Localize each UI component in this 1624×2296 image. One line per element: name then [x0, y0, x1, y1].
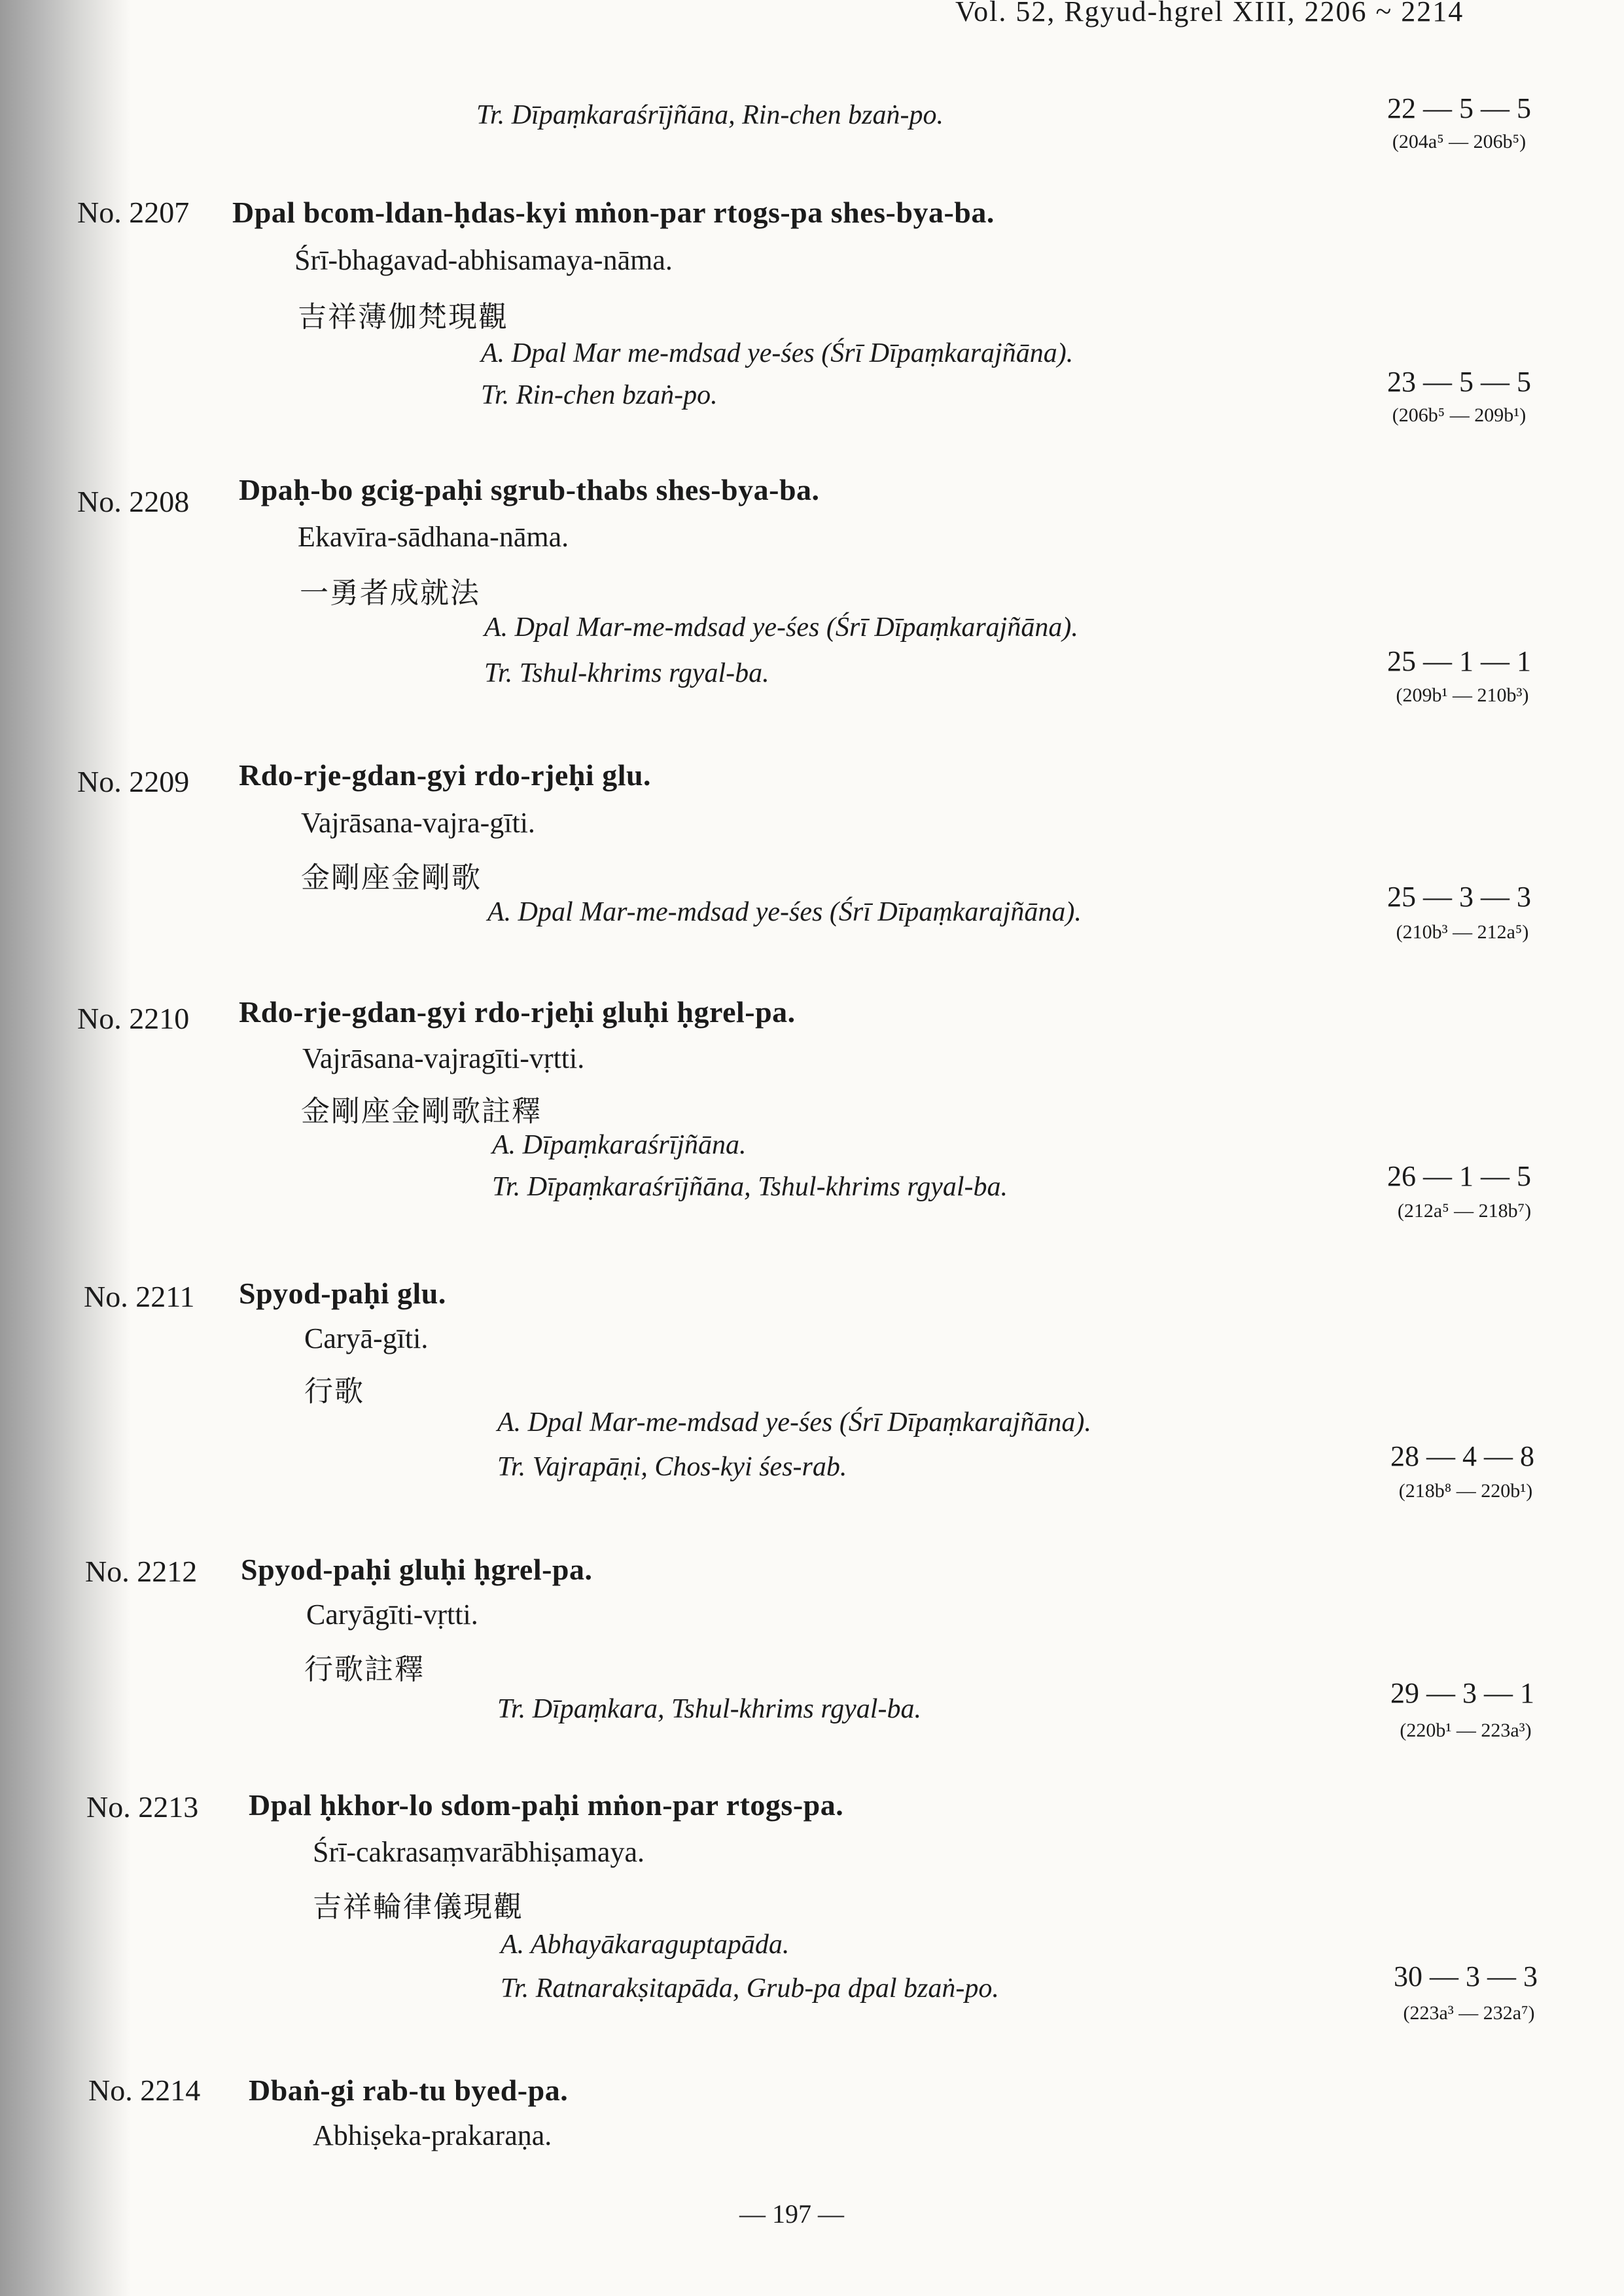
entry-author: A. Abhayākaraguptapāda. [501, 1930, 790, 1960]
entry-sanskrit: Śrī-cakrasaṃvarābhiṣamaya. [313, 1836, 644, 1868]
entry-sanskrit: Vajrāsana-vajra-gīti. [301, 807, 535, 839]
entry-translator: Tr. Vajrapāṇi, Chos-kyi śes-rab. [497, 1452, 847, 1482]
entry-title: Dpal bcom-ldan-ḥdas-kyi mṅon-par rtogs-pa shes-bya-ba. [232, 196, 995, 229]
entry-sanskrit: Caryā-gīti. [304, 1322, 429, 1354]
entry-number: No. 2211 [84, 1280, 195, 1313]
entry-sanskrit: Ekavīra-sādhana-nāma. [298, 521, 569, 553]
entry-title: Spyod-paḥi glu. [239, 1277, 446, 1310]
entry-folio: (212a⁵ — 218b⁷) [1397, 1200, 1532, 1222]
entry-ref: 26 — 1 — 5 [1387, 1160, 1531, 1192]
continuation-ref: 22 — 5 — 5 [1387, 92, 1531, 124]
entry-author: A. Dīpaṃkaraśrījñāna. [492, 1130, 747, 1160]
entry-sanskrit: Śrī-bhagavad-abhisamaya-nāma. [294, 244, 673, 276]
entry-number: No. 2213 [86, 1790, 199, 1824]
entry-ref: 28 — 4 — 8 [1390, 1440, 1534, 1472]
entry-folio: (223a³ — 232a⁷) [1403, 2002, 1535, 2024]
entry-translator: Tr. Dīpaṃkaraśrījñāna, Tshul-khrims rgyal-ba. [492, 1172, 1008, 1202]
entry-number: No. 2210 [77, 1002, 190, 1035]
entry-title: Dpaḥ-bo gcig-paḥi sgrub-thabs shes-bya-ba. [239, 473, 820, 506]
entry-sanskrit: Abhiṣeka-prakaraṇa. [313, 2119, 552, 2151]
entry-sanskrit: Vajrāsana-vajragīti-vṛtti. [302, 1042, 585, 1074]
entry-folio: (209b¹ — 210b³) [1396, 684, 1529, 706]
entry-folio: (206b⁵ — 209b¹) [1392, 404, 1527, 426]
entry-title: Dpal ḥkhor-lo sdom-paḥi mṅon-par rtogs-pa. [249, 1788, 844, 1822]
entry-number: No. 2214 [88, 2074, 201, 2107]
entry-ref: 29 — 3 — 1 [1390, 1677, 1534, 1709]
entry-folio: (210b³ — 212a⁵) [1396, 921, 1529, 943]
entry-translator: Tr. Tshul-khrims rgyal-ba. [484, 658, 769, 688]
entry-author: A. Dpal Mar-me-mdsad ye-śes (Śrī Dīpaṃkarajñāna). [487, 897, 1082, 927]
entry-chinese: 行歌 [304, 1375, 364, 1408]
entry-ref: 25 — 3 — 3 [1387, 881, 1531, 913]
entry-translator: Tr. Rin-chen bzaṅ-po. [481, 380, 718, 410]
entry-number: No. 2212 [85, 1555, 198, 1588]
entry-title: Spyod-paḥi gluḥi ḥgrel-pa. [241, 1553, 593, 1586]
entry-translator: Tr. Ratnarakṣitapāda, Grub-pa dpal bzaṅ-po. [501, 1973, 999, 2004]
entry-author: A. Dpal Mar-me-mdsad ye-śes (Śrī Dīpaṃkarajñāna). [484, 612, 1078, 643]
entry-title: Dbaṅ-gi rab-tu byed-pa. [249, 2074, 569, 2107]
entry-title: Rdo-rje-gdan-gyi rdo-rjeḥi glu. [239, 758, 652, 792]
entry-ref: 30 — 3 — 3 [1394, 1960, 1538, 1992]
entry-translator: Tr. Dīpaṃkara, Tshul-khrims rgyal-ba. [497, 1694, 921, 1724]
entry-ref: 25 — 1 — 1 [1387, 645, 1531, 677]
continuation-translator: Tr. Dīpaṃkaraśrījñāna, Rin-chen bzaṅ-po. [476, 100, 944, 130]
running-head: Vol. 52, Rgyud-hgrel XIII, 2206 ~ 2214 [955, 0, 1464, 27]
entry-chinese: 金剛座金剛歌註釋 [301, 1095, 542, 1128]
page-number: — 197 — [739, 2199, 844, 2229]
entry-ref: 23 — 5 — 5 [1387, 366, 1531, 398]
entry-author: A. Dpal Mar-me-mdsad ye-śes (Śrī Dīpaṃkarajñāna). [497, 1407, 1091, 1438]
entry-chinese: 行歌註釋 [304, 1653, 425, 1686]
entry-folio: (218b⁸ — 220b¹) [1398, 1480, 1533, 1502]
entry-number: No. 2207 [77, 196, 190, 229]
continuation-folio: (204a⁵ — 206b⁵) [1392, 131, 1527, 152]
entry-folio: (220b¹ — 223a³) [1400, 1720, 1532, 1741]
entry-chinese: 吉祥薄伽梵現觀 [298, 300, 508, 334]
page-binding-shadow [0, 0, 131, 2296]
entry-chinese: 一勇者成就法 [300, 576, 480, 610]
entry-number: No. 2208 [77, 485, 190, 518]
entry-number: No. 2209 [77, 765, 190, 798]
entry-chinese: 吉祥輪律儀現觀 [313, 1890, 523, 1924]
entry-title: Rdo-rje-gdan-gyi rdo-rjeḥi gluḥi ḥgrel-pa. [239, 995, 796, 1029]
entry-chinese: 金剛座金剛歌 [301, 861, 482, 894]
entry-author: A. Dpal Mar me-mdsad ye-śes (Śrī Dīpaṃkarajñāna). [481, 338, 1074, 368]
entry-sanskrit: Caryāgīti-vṛtti. [306, 1598, 478, 1631]
